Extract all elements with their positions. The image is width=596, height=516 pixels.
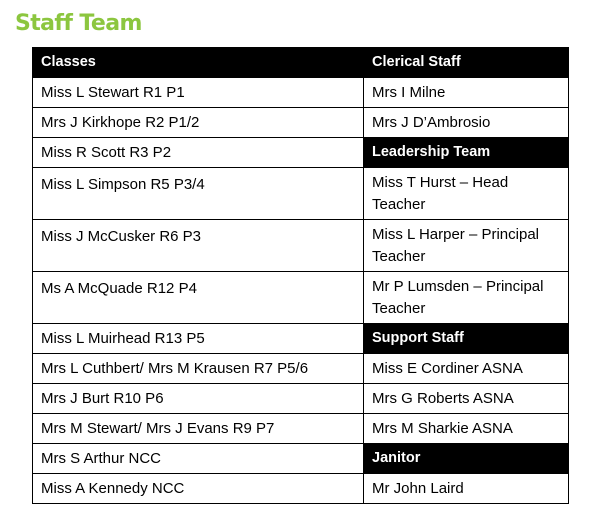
table-row <box>33 78 569 108</box>
table-row <box>33 168 569 220</box>
staff-table-body <box>33 48 569 504</box>
table-row <box>33 220 569 272</box>
table-row <box>33 414 569 444</box>
section-header-cell: Janitor <box>364 444 569 474</box>
class-cell: Mrs J Burt R10 P6 <box>33 384 364 414</box>
staff-cell: Mr P Lumsden – Principal Teacher <box>364 272 569 324</box>
class-cell: Miss L Stewart R1 P1 <box>33 78 364 108</box>
class-cell: Miss L Simpson R5 P3/4 <box>33 168 364 220</box>
staff-table <box>32 47 569 504</box>
class-cell: Mrs L Cuthbert/ Mrs M Krausen R7 P5/6 <box>33 354 364 384</box>
staff-cell: Mrs J D’Ambrosio <box>364 108 569 138</box>
staff-cell: Miss E Cordiner ASNA <box>364 354 569 384</box>
class-cell: Ms A McQuade R12 P4 <box>33 272 364 324</box>
table-row <box>33 384 569 414</box>
table-row <box>33 474 569 504</box>
section-header-cell: Clerical Staff <box>364 48 569 78</box>
table-row <box>33 108 569 138</box>
section-header-cell: Classes <box>33 48 364 78</box>
table-row <box>33 444 569 474</box>
class-cell: Mrs S Arthur NCC <box>33 444 364 474</box>
section-header-cell: Support Staff <box>364 324 569 354</box>
table-row <box>33 138 569 168</box>
table-row <box>33 354 569 384</box>
class-cell: Mrs J Kirkhope R2 P1/2 <box>33 108 364 138</box>
page-title: Staff Team <box>15 11 142 36</box>
class-cell: Miss L Muirhead R13 P5 <box>33 324 364 354</box>
table-row <box>33 272 569 324</box>
table-row <box>33 48 569 78</box>
staff-cell: Mrs G Roberts ASNA <box>364 384 569 414</box>
table-row <box>33 324 569 354</box>
staff-cell: Mr John Laird <box>364 474 569 504</box>
staff-cell: Miss T Hurst – Head Teacher <box>364 168 569 220</box>
class-cell: Mrs M Stewart/ Mrs J Evans R9 P7 <box>33 414 364 444</box>
staff-cell: Mrs I Milne <box>364 78 569 108</box>
class-cell: Miss J McCusker R6 P3 <box>33 220 364 272</box>
section-header-cell: Leadership Team <box>364 138 569 168</box>
class-cell: Miss A Kennedy NCC <box>33 474 364 504</box>
class-cell: Miss R Scott R3 P2 <box>33 138 364 168</box>
staff-cell: Miss L Harper – Principal Teacher <box>364 220 569 272</box>
staff-cell: Mrs M Sharkie ASNA <box>364 414 569 444</box>
